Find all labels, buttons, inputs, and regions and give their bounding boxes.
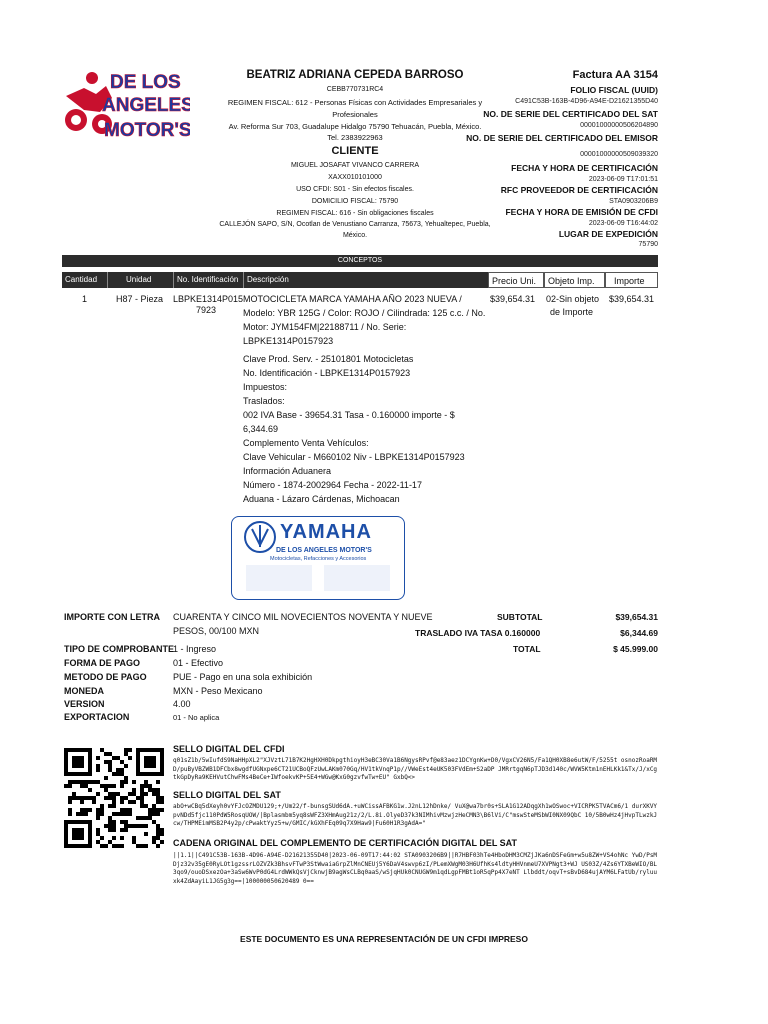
yamaha-dealer: DE LOS ANGELES MOTOR'S — [276, 547, 372, 554]
fecha-cert-value: 2023-06-09 T17:01:51 — [588, 176, 658, 183]
version-label: VERSION — [64, 699, 105, 709]
yamaha-card — [231, 516, 405, 600]
row-id-2: 7923 — [196, 305, 217, 315]
row-importe: $39,654.31 — [609, 294, 655, 304]
row-id-1: LBPKE1314P015 — [173, 294, 244, 304]
total-value: $ 45.999.00 — [613, 644, 658, 654]
detail-line: Complemento Venta Vehículos: — [243, 438, 369, 448]
sello-cfdi-value: q01sZ1b/5wIufdS9NaHHpXL2"XJVztL71B7K2HgHXH0DkpgthioyH3eBC30Va1B6NgysRPvf@e83aez1DCYgnKw+D0/VgxCV26N5/Fa1QH0XB8e6utW/F/5255t osnozRoaRMD/puByVBZWB1DFCbx8wgdfUGNxpe6CT21UCBoQFzUwLAKm070Gq/HV1tkVnqP1p//VWeEst4eUK503FVdEm+S2aDP JMRrtgqN6pTJD3d140c/WVW5Ktm1nEHLKk1&Tx/J/xCgtkGpDyRa9KEHVutChwFMs4BeCe+IWfoekvKP+5E4+WGw@KxG0gzvfwTw+EU" GxbQ<> — [173, 757, 658, 781]
metodo-pago-value: PUE - Pago en una sola exhibición — [173, 672, 313, 682]
serie-emisor-value: 00001000000509039320 — [580, 151, 658, 158]
col-no-identificacion: No. Identificación — [173, 272, 243, 288]
col-importe: Importe — [605, 272, 658, 288]
detail-line: 002 IVA Base - 39654.31 Tasa - 0.160000 importe - $ — [243, 410, 455, 420]
issuer-regimen-2: Profesionales — [332, 110, 378, 119]
concepts-header — [62, 272, 658, 288]
row-objeto-1: 02-Sin objeto — [546, 294, 600, 304]
detail-line: Clave Prod. Serv. - 25101801 Motocicletas — [243, 354, 414, 364]
detail-line: 6,344.69 — [243, 424, 279, 434]
client-regimen: REGIMEN FISCAL: 616 - Sin obligaciones fiscales — [276, 210, 434, 217]
qr-code-icon — [64, 748, 164, 848]
issuer-name: BEATRIZ ADRIANA CEPEDA BARROSO — [246, 69, 464, 81]
detail-line: No. Identificación - LBPKE1314P0157923 — [243, 368, 411, 378]
cadena-original-value: ||1.1||C491C53B-163B-4D96-A94E-D21621355D40|2023-06-09T17:44:02 STA0903206B9||R7HBF03hTe4HboDHM3CMZjJKa6nDSFeGm+w5u8ZW+VS4ohNc YwD/PsMDjz32v35gE0RyLOt1gzssrLOZVZk3BhsvFTwP3StWwaiaGrpZlMnCNEUj5Y6DaV4swvp6zI/PLemXWgM03H6UfhKs4ldtyHHVnmeU7XVPNgt3+WJ US03Z/4Zs6YTXBeWIO/BL3qo9/ouoDSxezOa+3aSw6WvP0dG4LrdWWkQsVjCknwjB9agWsCLBq0aaS/wSjqHUk0CNUGW9m1qdLgpFMBt1oR5qPp4X7eNT Llbddt/oqvT+sBvD684ujAYM6LFatUb/ryluuxk4ZdAayiL1JG5g3g==|100000050620489 0== — [173, 852, 658, 885]
folio-value: C491C53B-163B-4D96-A94E-D21621355D40 — [515, 98, 658, 105]
client-title: CLIENTE — [331, 145, 379, 157]
logo-line-2: ANGELES — [102, 95, 190, 116]
detail-line: Clave Vehicular - M660102 Niv - LBPKE1314P0157923 — [243, 452, 465, 462]
client-name: MIGUEL JOSAFAT VIVANCO CARRERA — [290, 162, 420, 169]
col-unidad: Unidad — [107, 272, 173, 288]
desc-line: Motor: JYM154FM|22188711 / No. Serie: — [243, 322, 407, 332]
exportacion-label: EXPORTACION — [64, 712, 130, 722]
issuer-tel: Tel. 2383922963 — [327, 133, 383, 142]
detail-line: Aduana - Lázaro Cárdenas, Michoacan — [243, 494, 400, 504]
sello-sat-title: SELLO DIGITAL DEL SAT — [173, 790, 281, 800]
serie-sat-value: 00001000000506204890 — [580, 122, 658, 129]
col-precio: Precio Uni. — [488, 272, 544, 288]
desc-line: MOTOCICLETA MARCA YAMAHA AÑO 2023 NUEVA / — [243, 294, 462, 304]
tipo-comprobante-value: 1 - Ingreso — [173, 644, 217, 654]
issuer-regimen: REGIMEN FISCAL: 612 - Personas Físicas con Actividades Empresariales y — [227, 98, 483, 107]
yamaha-tagline: Motocicletas, Refacciones y Accesorios — [270, 556, 367, 562]
row-details — [243, 352, 488, 506]
client-rfc: XAXX010101000 — [328, 174, 382, 181]
desc-line: LBPKE1314P0157923 — [243, 336, 334, 346]
subtotal-label: SUBTOTAL — [497, 612, 543, 622]
row-objeto-2: de Importe — [550, 307, 594, 317]
forma-pago-value: 01 - Efectivo — [173, 658, 224, 668]
lugar-expedicion-label: LUGAR DE EXPEDICIÓN — [558, 229, 658, 239]
fecha-cert-label: FECHA Y HORA DE CERTIFICACIÓN — [511, 163, 658, 173]
row-precio: $39,654.31 — [490, 294, 536, 304]
row-cantidad: 1 — [82, 294, 88, 304]
exportacion-value: 01 - No aplica — [173, 713, 220, 722]
iva-label: TRASLADO IVA TASA 0.160000 — [415, 628, 541, 638]
client-uso-cfdi: USO CFDI: S01 - Sin efectos fiscales. — [296, 186, 414, 193]
concepts-bar: CONCEPTOS — [62, 255, 658, 267]
folio-label: FOLIO FISCAL (UUID) — [570, 85, 658, 95]
serie-emisor-label: NO. DE SERIE DEL CERTIFICADO DEL EMISOR — [466, 133, 658, 143]
metodo-pago-label: METODO DE PAGO — [64, 672, 147, 682]
yamaha-brand: YAMAHA — [280, 521, 372, 543]
importe-letra-value-1: CUARENTA Y CINCO MIL NOVECIENTOS NOVENTA Y NUEVE — [173, 612, 433, 622]
invoice-title: Factura AA 3154 — [572, 69, 658, 81]
sello-cfdi-title: SELLO DIGITAL DEL CFDI — [173, 744, 285, 754]
detail-line: Impuestos: — [243, 382, 288, 392]
subtotal-value: $39,654.31 — [615, 612, 658, 622]
row-description — [243, 292, 488, 348]
iva-value: $6,344.69 — [620, 628, 658, 638]
importe-letra-value-2: PESOS, 00/100 MXN — [173, 626, 260, 636]
issuer-rfc: CEBB770731RC4 — [326, 86, 384, 93]
issuer-address: Av. Reforma Sur 703, Guadalupe Hidalgo 75790 Tehuacán, Puebla, México. — [228, 122, 482, 131]
importe-letra-label: IMPORTE CON LETRA — [64, 612, 160, 622]
detail-line: Información Aduanera — [243, 466, 332, 476]
logo-line-1: DE LOS — [110, 72, 181, 93]
detail-line: Traslados: — [243, 396, 285, 406]
row-unidad: H87 - Pieza — [116, 294, 164, 304]
detail-line: Número - 1874-2002964 Fecha - 2022-11-17 — [243, 480, 422, 490]
desc-line: Modelo: YBR 125G / Color: ROJO / Cilindrada: 125 c.c. / No. — [243, 308, 486, 318]
version-value: 4.00 — [173, 699, 191, 709]
dealer-logo — [62, 68, 190, 142]
client-address-2: México. — [342, 232, 368, 239]
sello-sat-value: abO+wCBq5dXeyh0vYFJcOZMDU129;+/Um22/f-bunsgSUd6dA.+uWCissAFBKG1w.J2nL12hDnke/ VuX@wa7br0s+SLA1G12ADqgXh1wOSwoc+VICRPK5TVACm6/1 durXKVYpvNDd5fjc110PdW5RosqUOW/|Bplasmbm5yq8sWFZ3XHmAug21z/2/L.8i.OlyeD37k3NIMhivMzwjzHeCMN3\B6lVi/C"mswSteMSbWI0NX09QbC 10/5B0wHz4jHvpTLwzkJcw/THPMEimMSB2P4y2p/cPwaktYyz5+w/GMIC/kGXhFEq09q7X9Haw9|Fu60H1R3gAdA=" — [173, 803, 658, 827]
cadena-original-title: CADENA ORIGINAL DEL COMPLEMENTO DE CERTIFICACIÓN DIGITAL DEL SAT — [173, 838, 518, 848]
tipo-comprobante-label: TIPO DE COMPROBANTE — [64, 644, 175, 654]
logo-line-3: MOTOR'S — [104, 120, 190, 141]
client-domicilio: DOMICILIO FISCAL: 75790 — [311, 198, 399, 205]
col-descripcion: Descripción — [243, 272, 488, 288]
client-address: CALLEJÓN SAPO, S/N, Ocotlan de Venustiano Carranza, 75673, Yehualtepec, Puebla, — [219, 221, 491, 228]
serie-sat-label: NO. DE SERIE DEL CERTIFICADO DEL SAT — [483, 109, 658, 119]
total-label: TOTAL — [513, 644, 541, 654]
fecha-emision-label: FECHA Y HORA DE EMISIÓN DE CFDI — [505, 207, 658, 217]
col-cantidad: Cantidad — [65, 275, 98, 284]
footer-note: ESTE DOCUMENTO ES UNA REPRESENTACIÓN DE UN CFDI IMPRESO — [240, 934, 528, 944]
fecha-emision-value: 2023-06-09 T16:44:02 — [588, 220, 658, 227]
col-objeto: Objeto Imp. — [544, 272, 605, 288]
moneda-value: MXN - Peso Mexicano — [173, 686, 263, 696]
forma-pago-label: FORMA DE PAGO — [64, 658, 140, 668]
rfc-proveedor-value: STA0903206B9 — [609, 198, 658, 205]
moneda-label: MONEDA — [64, 686, 104, 696]
rfc-proveedor-label: RFC PROVEEDOR DE CERTIFICACIÓN — [500, 185, 658, 195]
lugar-expedicion-value: 75790 — [638, 241, 658, 248]
